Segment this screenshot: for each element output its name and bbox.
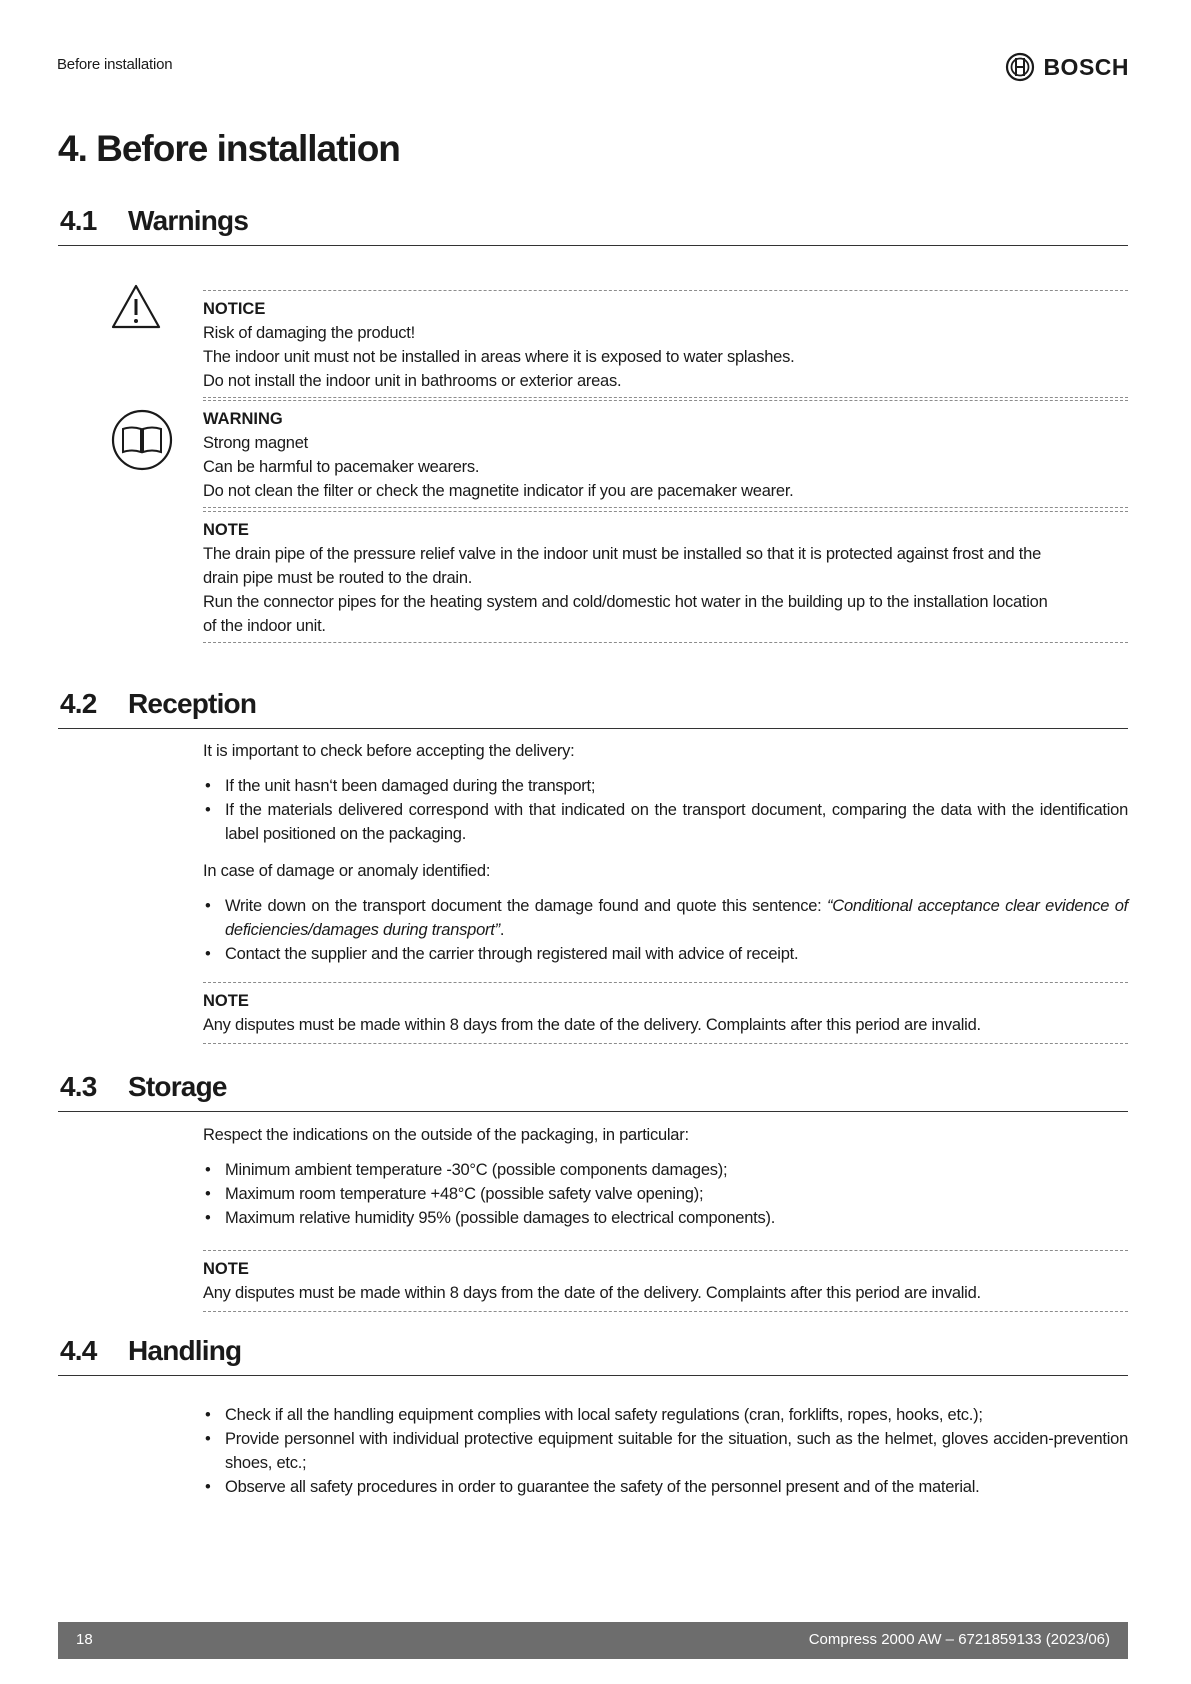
note-box [203,511,1128,643]
warning-triangle-icon [110,282,162,332]
handling-list [203,1403,1128,1499]
warning-line: Can be harmful to pacemaker wearers. [203,458,480,476]
brand-logo [1005,52,1129,82]
check-list [203,774,1128,846]
note-line: The drain pipe of the pressure relief valve in the indoor unit must be installed so that it is protected against frost and the [203,545,1041,563]
notice-title: NOTICE [203,300,266,318]
chapter-title: 4. Before installation [58,128,400,169]
section-number: 4.1 [60,205,97,236]
section-heading [58,1067,1128,1112]
note-title: NOTE [203,521,249,539]
page-footer [58,1622,1128,1659]
note-title: NOTE [203,1260,249,1278]
section-number: 4.4 [60,1335,97,1366]
document-id: Compress 2000 AW – 6721859133 (2023/06) [808,1631,1110,1648]
note-line: drain pipe must be routed to the drain. [203,569,473,587]
section-title: Reception [128,688,257,719]
notice-line: The indoor unit must not be installed in areas where it is exposed to water splashes. [203,348,795,366]
note-line: Run the connector pipes for the heating system and cold/domestic hot water in the building up to the installation location [203,593,1048,611]
brand-name: BOSCH [1043,53,1129,80]
page-number: 18 [76,1631,93,1648]
section-heading [58,201,1128,246]
note-text: Any disputes must be made within 8 days from the date of the delivery. Complaints after this period are invalid. [203,1284,981,1302]
notice-line: Do not install the indoor unit in bathrooms or exterior areas. [203,372,622,390]
list-item: • Contact the supplier and the carrier through registered mail with advice of receipt. [203,942,1128,966]
note-box [203,1250,1128,1312]
section-title: Storage [128,1071,227,1102]
notice-line: Risk of damaging the product! [203,324,415,342]
list-item: • Check if all the handling equipment complies with local safety regulations (cran, forklifts, ropes, hooks, etc.); [203,1403,1128,1427]
list-item: • Observe all safety procedures in order to guarantee the safety of the personnel present and of the material. [203,1475,1128,1499]
list-item: • Provide personnel with individual protective equipment suitable for the situation, such as the helmet, gloves acciden-prevention shoes, etc.; [203,1427,1128,1475]
damage-step-suffix: . [499,921,505,939]
warning-line: Strong magnet [203,434,308,452]
list-item: • If the materials delivered correspond with that indicated on the transport document, comparing the data with the identification label positioned on the packaging. [203,798,1128,846]
list-item: • Maximum relative humidity 95% (possible damages to electrical components). [203,1206,1128,1230]
paragraph: Respect the indications on the outside of the packaging, in particular: [203,1126,689,1144]
note-title: NOTE [203,992,249,1010]
damage-step-text: Write down on the transport document the damage found and quote this sentence: [225,897,828,915]
section-heading [58,1331,1128,1376]
section-number: 4.3 [60,1071,97,1102]
damage-quote: “Conditional acceptance clear evidence of deficiencies/damages during transport” [225,897,1128,939]
note-line: of the indoor unit. [203,617,326,635]
paragraph: In case of damage or anomaly identified: [203,862,491,880]
warning-box [203,400,1128,508]
section-title: Warnings [128,205,249,236]
section-warnings [58,201,1128,635]
running-title: Before installation [57,56,173,73]
list-item: • Maximum room temperature +48°C (possible safety valve opening); [203,1182,1128,1206]
list-item: • Minimum ambient temperature -30°C (possible components damages); [203,1158,1128,1182]
section-heading [58,684,1128,729]
section-title: Handling [128,1335,242,1366]
warning-title: WARNING [203,410,283,428]
storage-list [203,1158,1128,1230]
warning-line: Do not clean the filter or check the magnetite indicator if you are pacemaker wearer. [203,482,794,500]
section-storage [58,1067,1128,1302]
section-handling [58,1331,1128,1496]
paragraph: It is important to check before accepting the delivery: [203,742,575,760]
damage-list [203,894,1128,966]
bosch-armature-icon [1005,52,1035,82]
note-text: Any disputes must be made within 8 days from the date of the delivery. Complaints after this period are invalid. [203,1016,981,1034]
notice-box [203,290,1128,398]
section-number: 4.2 [60,688,97,719]
read-manual-icon [110,408,174,472]
list-item [203,894,1128,942]
page-header [57,52,1129,82]
note-box [203,982,1128,1044]
section-reception [58,684,1128,1034]
list-item: • If the unit hasn‘t been damaged during the transport; [203,774,1128,798]
